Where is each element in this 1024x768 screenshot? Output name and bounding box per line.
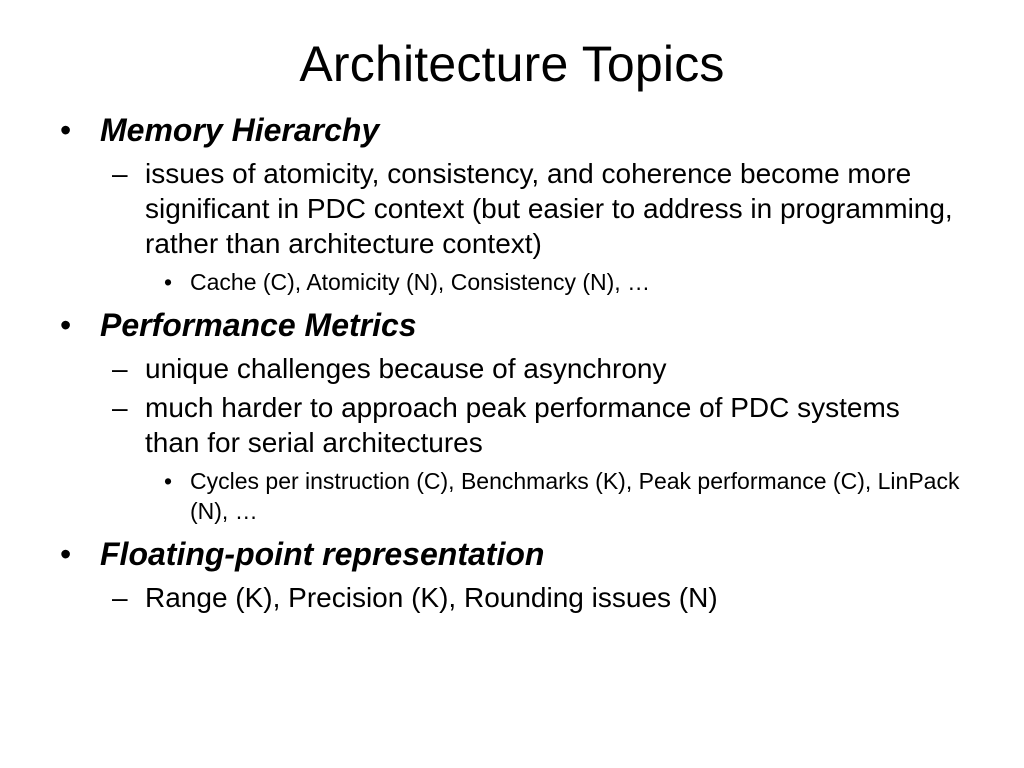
point-item	[60, 156, 960, 261]
dash-icon: –	[112, 158, 128, 189]
section-heading-performance-metrics	[60, 303, 960, 347]
slide-title: Architecture Topics	[299, 36, 725, 92]
bullet-icon: •	[60, 112, 72, 148]
section-heading-text: Performance Metrics	[100, 307, 417, 343]
point-text: much harder to approach peak performance of PDC systems than for serial architectures	[145, 392, 900, 458]
section-heading-text: Memory Hierarchy	[100, 112, 380, 148]
dash-icon: –	[112, 353, 128, 384]
point-text: Range (K), Precision (K), Rounding issues (N)	[145, 582, 718, 613]
section-heading-floating-point	[60, 532, 960, 576]
point-text: issues of atomicity, consistency, and coherence become more significant in PDC context (but easier to address in programming, rather than architecture context)	[145, 158, 953, 259]
point-item	[60, 351, 960, 386]
subpoint-item	[60, 466, 960, 526]
dash-icon: –	[112, 582, 128, 613]
slide-content	[60, 102, 960, 615]
subpoint-text: Cache (C), Atomicity (N), Consistency (N), …	[190, 269, 651, 295]
point-text: unique challenges because of asynchrony	[145, 353, 667, 384]
section-heading-memory-hierarchy	[60, 108, 960, 152]
point-item	[60, 580, 960, 615]
subpoint-item	[60, 267, 960, 297]
bullet-icon: •	[60, 307, 72, 343]
bullet-icon: •	[164, 269, 173, 295]
bullet-icon: •	[60, 536, 72, 572]
section-heading-text: Floating-point representation	[100, 536, 545, 572]
point-item	[60, 390, 960, 460]
bullet-icon: •	[164, 468, 173, 494]
subpoint-text: Cycles per instruction (C), Benchmarks (K), Peak performance (C), LinPack (N), …	[190, 468, 960, 524]
dash-icon: –	[112, 392, 128, 423]
